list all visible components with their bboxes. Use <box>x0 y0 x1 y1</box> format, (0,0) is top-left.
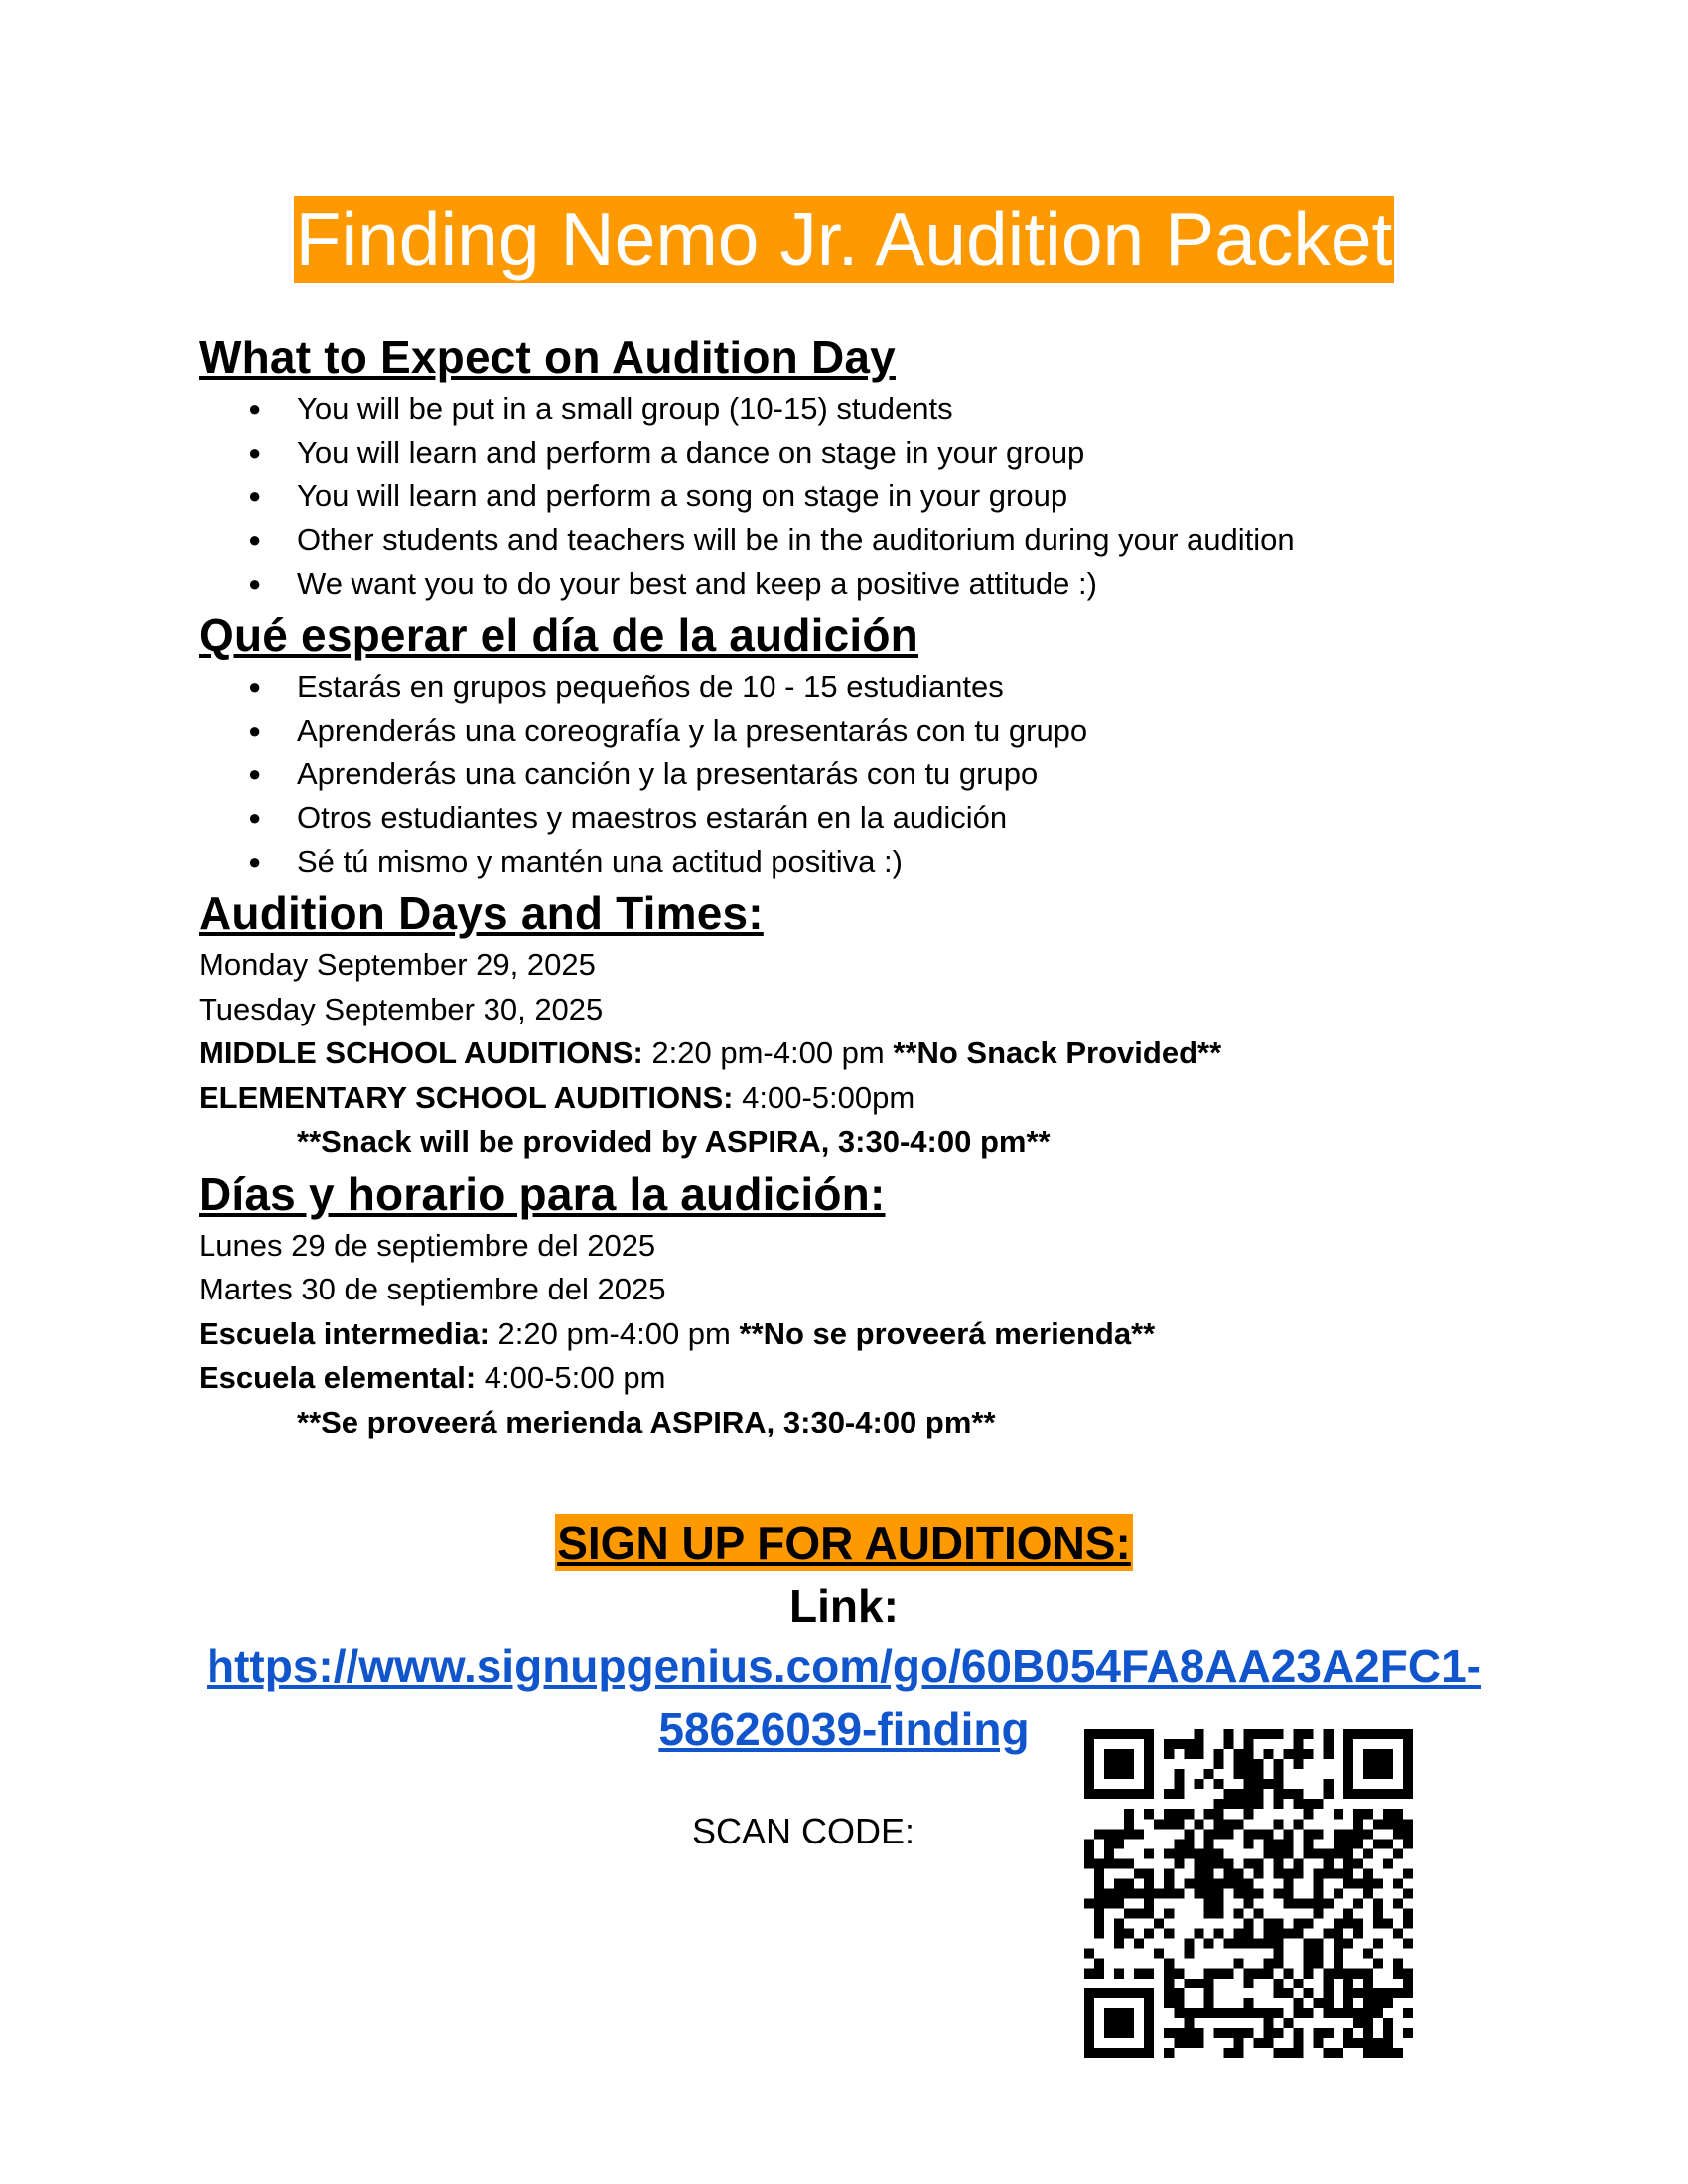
list-item: ● Aprenderás una canción y la presentarás con tu grupo <box>199 752 1509 796</box>
bullet-icon: ● <box>248 527 262 552</box>
list-item: ● We want you to do your best and keep a positive attitude :) <box>199 562 1509 606</box>
snack-note-es: **Se proveerá merienda ASPIRA, 3:30-4:00 pm** <box>297 1404 996 1439</box>
list-item: ● Estarás en grupos pequeños de 10 - 15 estudiantes <box>199 665 1509 709</box>
list-item: ● You will learn and perform a song on stage in your group <box>199 475 1509 518</box>
expect-es-heading: Qué esperar el día de la audición <box>199 610 918 661</box>
day-2: Tuesday September 30, 2025 <box>199 991 604 1026</box>
list-item: ● Other students and teachers will be in the auditorium during your audition <box>199 518 1509 562</box>
day-2-es: Martes 30 de septiembre del 2025 <box>199 1272 666 1306</box>
expect-heading: What to Expect on Audition Day <box>199 332 896 383</box>
list-item: ● Aprenderás una coreografía y la presentarás con tu grupo <box>199 709 1509 752</box>
page-title: Finding Nemo Jr. Audition Packet <box>295 198 1393 281</box>
list-item: ● You will be put in a small group (10-15) students <box>199 387 1509 431</box>
middle-school-times-es: Escuela intermedia: 2:20 pm-4:00 pm **No se proveerá merienda** <box>199 1315 1156 1351</box>
list-item: ● Sé tú mismo y mantén una actitud positiva :) <box>199 840 1509 884</box>
middle-school-times: MIDDLE SCHOOL AUDITIONS: 2:20 pm-4:00 pm **No Snack Provided** <box>199 1035 1222 1070</box>
document-body <box>199 328 1509 1444</box>
signup-container <box>0 1514 1688 1571</box>
bullet-icon: ● <box>248 718 262 743</box>
signup-heading: SIGN UP FOR AUDITIONS: <box>555 1514 1133 1571</box>
list-item: ● You will learn and perform a dance on stage in your group <box>199 431 1509 475</box>
expect-list <box>199 387 1509 606</box>
scan-code-label: SCAN CODE: <box>692 1811 915 1851</box>
days-es-heading: Días y horario para la audición: <box>199 1167 886 1220</box>
title-container <box>0 196 1688 283</box>
bullet-icon: ● <box>248 674 262 699</box>
signup-link[interactable]: https://www.signupgenius.com/go/60B054FA8AA23A2FC1-58626039-finding <box>207 1640 1481 1755</box>
day-1-es: Lunes 29 de septiembre del 2025 <box>199 1227 656 1263</box>
bullet-icon: ● <box>248 805 262 830</box>
expect-es-list <box>199 665 1509 884</box>
list-item: ● Otros estudiantes y maestros estarán en la audición <box>199 796 1509 840</box>
snack-note: **Snack will be provided by ASPIRA, 3:30-4:00 pm** <box>297 1124 1051 1159</box>
elementary-school-times-es: Escuela elemental: 4:00-5:00 pm <box>199 1360 666 1395</box>
link-label: Link: <box>789 1580 899 1632</box>
bullet-icon: ● <box>248 571 262 596</box>
bullet-icon: ● <box>248 761 262 786</box>
elementary-school-times: ELEMENTARY SCHOOL AUDITIONS: 4:00-5:00pm <box>199 1079 915 1115</box>
days-heading: Audition Days and Times: <box>199 887 764 939</box>
bullet-icon: ● <box>248 396 262 421</box>
bullet-icon: ● <box>248 440 262 465</box>
bullet-icon: ● <box>248 483 262 508</box>
bullet-icon: ● <box>248 849 262 874</box>
qr-code-icon[interactable] <box>1084 1729 1413 2058</box>
day-1: Monday September 29, 2025 <box>199 947 596 982</box>
